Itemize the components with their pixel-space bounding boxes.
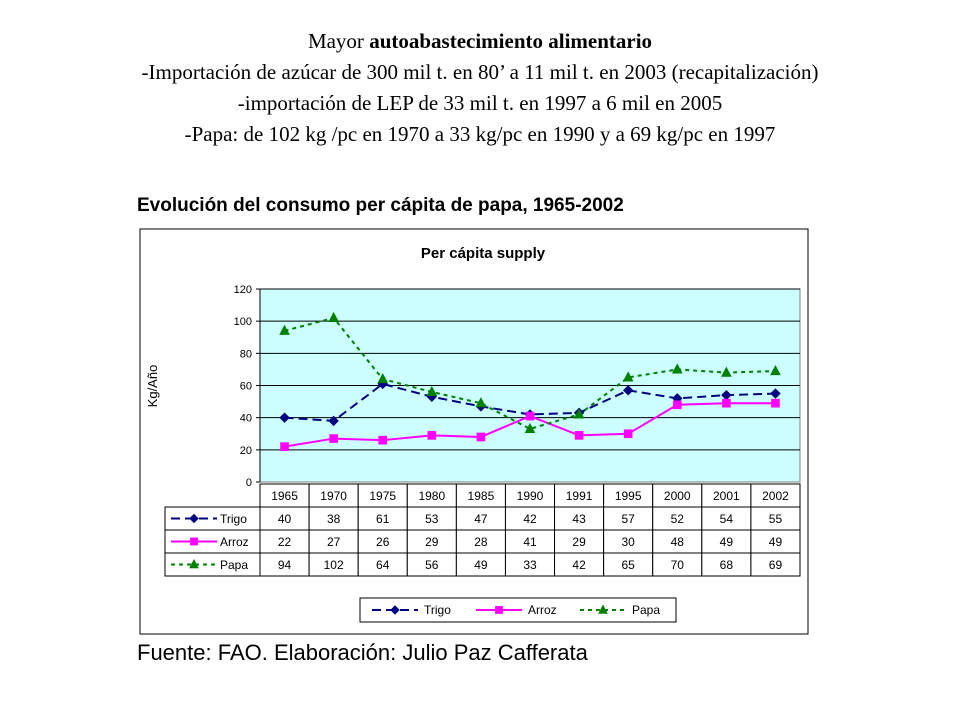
table-value: 27 xyxy=(326,535,341,549)
chart-heading: Evolución del consumo per cápita de papa, 1965-2002 xyxy=(137,195,624,216)
data-point-arroz xyxy=(723,399,731,407)
y-tick-label: 0 xyxy=(245,477,252,489)
table-value: 47 xyxy=(474,512,488,526)
legend-key-marker xyxy=(191,538,198,545)
table-value: 53 xyxy=(425,512,439,526)
data-point-arroz xyxy=(330,435,338,443)
data-point-arroz xyxy=(477,433,485,441)
bullet-sugar-import: -Importación de azúcar de 300 mil t. en 80’ a 11 mil t. en 2003 (recapitalización) xyxy=(141,60,819,84)
table-value: 30 xyxy=(621,535,635,549)
table-value: 70 xyxy=(670,558,684,572)
legend-label: Trigo xyxy=(424,603,451,617)
table-header-year: 1970 xyxy=(320,489,347,503)
table-header-year: 1975 xyxy=(369,489,397,503)
legend-key-marker xyxy=(496,607,503,614)
table-value: 61 xyxy=(376,512,390,526)
chart-title: Per cápita supply xyxy=(420,245,546,262)
table-header-year: 1985 xyxy=(467,489,495,503)
y-tick-label: 120 xyxy=(233,284,252,296)
table-header-year: 1980 xyxy=(418,489,446,503)
title-bold-text: autoabastecimiento alimentario xyxy=(369,29,653,53)
bullet-potato: -Papa: de 102 kg /pc en 1970 a 33 kg/pc en 1990 y a 69 kg/pc en 1997 xyxy=(184,122,776,146)
y-tick-label: 100 xyxy=(233,316,252,329)
table-header-year: 2002 xyxy=(762,489,789,503)
table-value: 65 xyxy=(621,558,635,572)
y-tick-label: 20 xyxy=(239,444,252,457)
table-header-year: 2000 xyxy=(663,489,691,503)
table-value: 48 xyxy=(670,535,684,549)
y-tick-label: 60 xyxy=(239,380,252,393)
table-value: 33 xyxy=(523,558,537,572)
bullet-lep-import: -importación de LEP de 33 mil t. en 1997 a 6 mil en 2005 xyxy=(237,91,723,115)
table-value: 29 xyxy=(425,535,439,549)
table-value: 49 xyxy=(474,558,488,572)
table-value: 49 xyxy=(719,535,734,549)
table-value: 29 xyxy=(572,535,586,549)
table-header-year: 1990 xyxy=(516,489,544,503)
table-value: 40 xyxy=(277,512,292,526)
data-point-arroz xyxy=(379,436,387,444)
table-series-name: Trigo xyxy=(220,512,247,526)
table-series-name: Papa xyxy=(220,558,249,572)
table-value: 69 xyxy=(768,558,783,572)
data-point-arroz xyxy=(624,430,632,438)
chart-source: Fuente: FAO. Elaboración: Julio Paz Cafferata xyxy=(137,640,588,665)
table-value: 28 xyxy=(474,535,488,549)
y-tick-label: 80 xyxy=(239,348,252,361)
table-value: 57 xyxy=(621,512,635,526)
title-prefix: Mayor xyxy=(307,29,370,53)
table-value: 52 xyxy=(670,512,684,526)
table-value: 42 xyxy=(572,558,586,572)
y-tick-label: 40 xyxy=(239,412,252,425)
table-value: 54 xyxy=(719,512,734,526)
legend-label: Arroz xyxy=(528,603,557,617)
table-value: 56 xyxy=(425,558,439,572)
data-point-arroz xyxy=(281,443,289,451)
table-value: 26 xyxy=(376,535,390,549)
table-value: 55 xyxy=(768,512,783,526)
data-point-arroz xyxy=(428,432,436,440)
data-point-arroz xyxy=(772,399,780,407)
table-value: 43 xyxy=(572,512,586,526)
table-header-year: 1995 xyxy=(614,489,642,503)
data-point-arroz xyxy=(526,412,534,420)
y-axis-label: Kg/Año xyxy=(145,364,160,408)
table-value: 49 xyxy=(768,535,783,549)
table-header-year: 2001 xyxy=(713,489,740,503)
table-value: 41 xyxy=(523,535,537,549)
table-header-year: 1991 xyxy=(565,489,593,503)
data-point-arroz xyxy=(575,432,583,440)
data-point-arroz xyxy=(673,401,681,409)
table-value: 102 xyxy=(323,558,344,572)
legend-label: Papa xyxy=(632,603,661,617)
table-header-year: 1965 xyxy=(271,489,298,503)
table-value: 64 xyxy=(376,558,390,572)
table-value: 94 xyxy=(277,558,292,572)
table-series-name: Arroz xyxy=(220,535,249,549)
table-value: 68 xyxy=(719,558,734,572)
table-value: 42 xyxy=(523,512,537,526)
table-value: 38 xyxy=(326,512,341,526)
table-value: 22 xyxy=(277,535,292,549)
